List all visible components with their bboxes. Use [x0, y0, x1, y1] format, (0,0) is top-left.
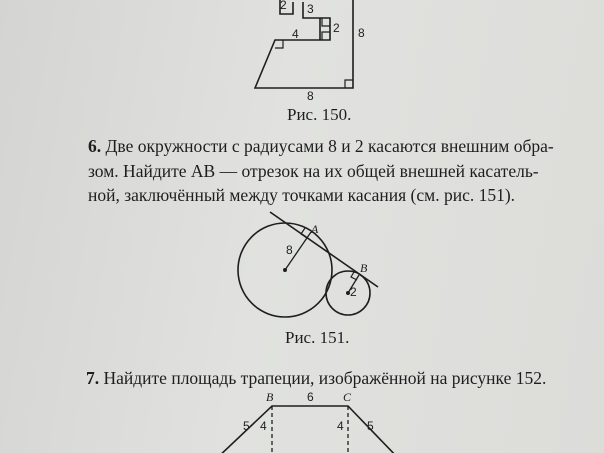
problem-6-line-2: зом. Найдите AB — отрезок на их общей внешней касатель-: [88, 160, 539, 181]
fig151-label-B: B: [360, 261, 368, 275]
fig151-caption: Рис. 151.: [285, 328, 350, 347]
fig152-label-right-side: 5: [367, 419, 374, 433]
fig152-label-top: 6: [307, 390, 314, 404]
fig150-caption: Рис. 150.: [287, 105, 352, 124]
problem-6-line-3: ной, заключённый между точками касания (см. рис. 151).: [88, 185, 516, 205]
fig150-label-right-small: 2: [333, 21, 340, 35]
fig150-label-height: 8: [358, 26, 365, 40]
problem-6-line-1-text: Две окружности с радиусами 8 и 2 касаются внешним обра-: [105, 136, 554, 156]
fig150-label-bottom: 8: [307, 89, 314, 103]
problem-7-text: Найдите площадь трапеции, изображённой на рисунке 152.: [103, 368, 547, 388]
problem-6-number: 6.: [88, 136, 102, 156]
fig152-label-left-side: 5: [243, 419, 250, 433]
fig152-label-h-right: 4: [337, 419, 344, 433]
fig152-label-h-left: 4: [260, 419, 267, 433]
fig151-label-r-big: 8: [286, 243, 293, 257]
fig150-label-left-mid: 4: [292, 27, 299, 41]
fig152-label-C: C: [343, 390, 352, 404]
fig150-label-step: 3: [307, 2, 314, 16]
fig151-label-A: A: [311, 222, 319, 236]
fig150-label-top: 2: [280, 0, 287, 12]
fig152-label-B: B: [266, 390, 274, 404]
problem-7-number: 7.: [86, 368, 100, 388]
fig151-label-r-small: 2: [350, 285, 357, 299]
